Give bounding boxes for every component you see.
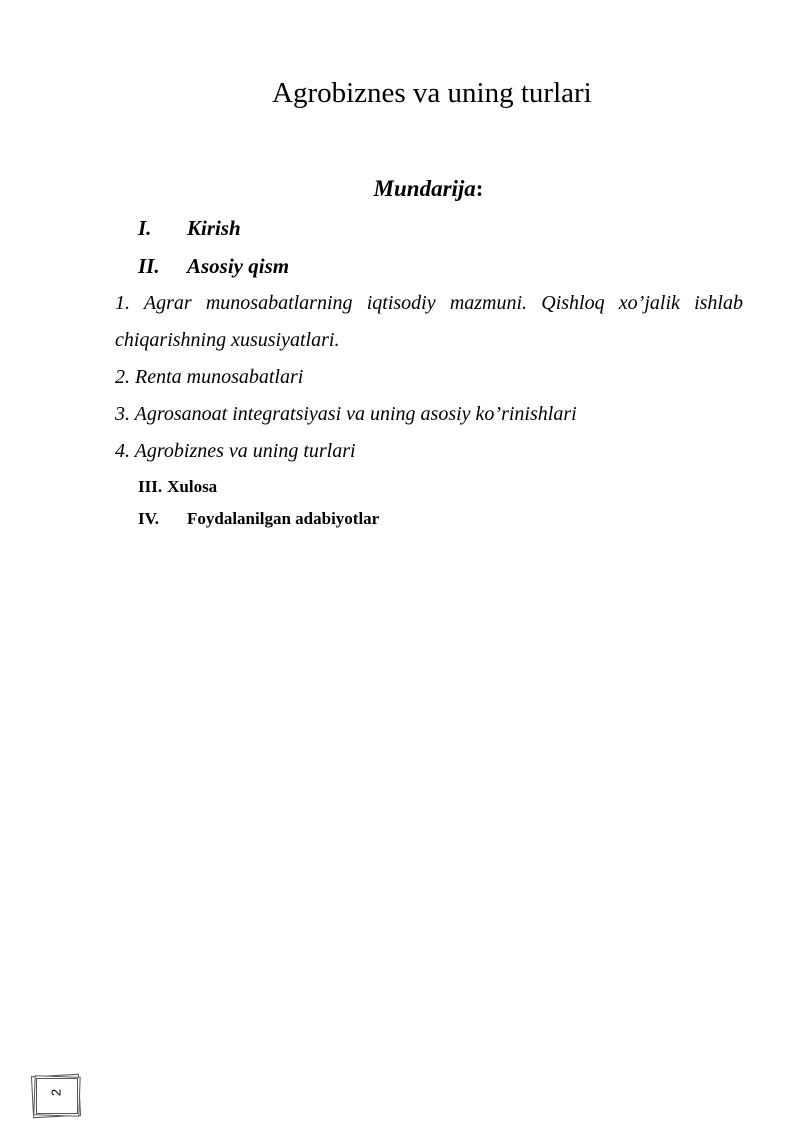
toc-heading-text: Mundarija bbox=[373, 176, 476, 201]
toc-section-main-part bbox=[138, 254, 289, 279]
toc-item-3: 3. Agrosanoat integratsiyasi va uning asosiy ko’rinishlari bbox=[115, 403, 577, 425]
page-number-box bbox=[30, 1075, 80, 1115]
toc-heading bbox=[0, 175, 800, 203]
toc-item-2: 2. Renta munosabatlari bbox=[115, 366, 304, 388]
section-number: IV. bbox=[138, 509, 159, 528]
section-number: I. bbox=[138, 216, 152, 240]
toc-section-introduction bbox=[138, 216, 241, 241]
toc-item-1-line-2: chiqarishning xususiyatlari. bbox=[115, 329, 340, 351]
section-number: II. bbox=[138, 254, 160, 278]
section-label: Xulosa bbox=[167, 477, 218, 496]
section-label: Kirish bbox=[187, 216, 241, 240]
toc-section-references bbox=[138, 509, 379, 529]
page-title: Agrobiznes va uning turlari bbox=[272, 77, 592, 109]
toc-section-conclusion bbox=[138, 477, 217, 497]
toc-heading-colon: : bbox=[475, 176, 484, 201]
section-number: III. bbox=[138, 477, 163, 496]
toc-item-4: 4. Agrobiznes va uning turlari bbox=[115, 440, 356, 462]
toc-item-1-line-1: 1. Agrar munosabatlarning iqtisodiy mazmuni. Qishloq xo’jalik ishlab bbox=[115, 292, 743, 314]
section-label: Foydalanilgan adabiyotlar bbox=[187, 509, 380, 528]
page-number: 2 bbox=[48, 1088, 64, 1097]
section-label: Asosiy qism bbox=[187, 254, 290, 278]
